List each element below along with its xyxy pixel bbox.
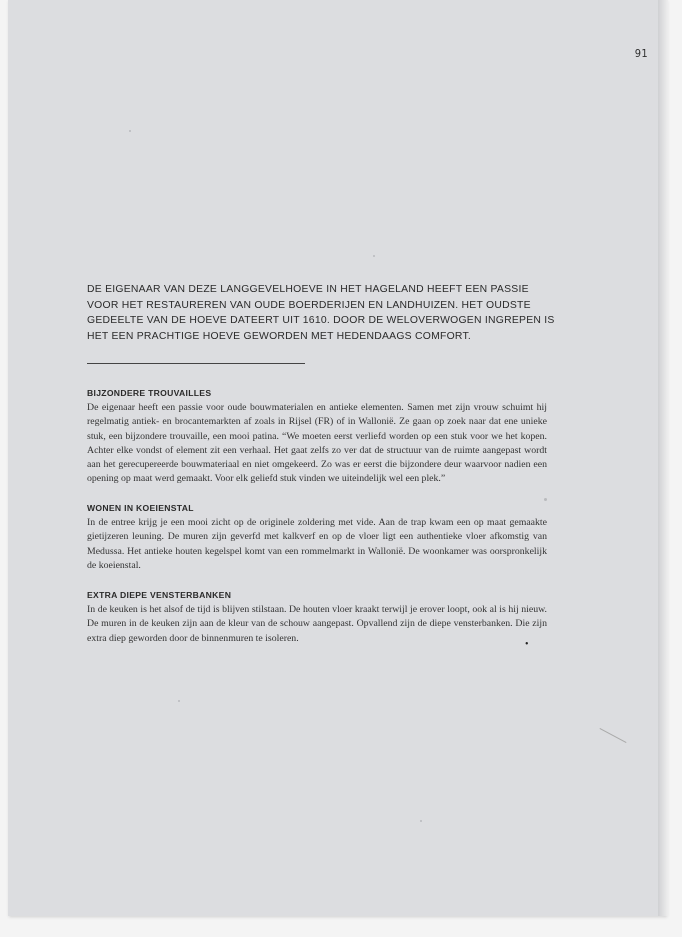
paper-speck [544, 498, 547, 501]
section-body: De eigenaar heeft een passie voor oude bouwmaterialen en antieke elementen. Samen met zijn vrouw schuimt hij regelmatig antiek- en brocantemarkten af zoals in Rijsel (FR) of in Wallonië. Ze gaan op zoek naar dat ene unieke stuk, een bijzondere trouvaille, een mooi patina. “We moeten eerst verliefd worden op een stuk voor we het kopen. Achter elke vondst of element zit een verhaal. Het gaat zelfs zo ver dat de structuur van de ruimte aangepast wordt aan het gerecupereerde bouwmateriaal en niet omgekeerd. Zo was er eerst die bijzondere deur waarvoor nadien een opening op maat werd gemaakt. Voor elk geliefd stuk vinden we uiteindelijk wel een plek.” [87, 402, 547, 485]
page-edge [658, 0, 668, 916]
paper-speck [178, 700, 180, 702]
paper-speck [373, 255, 375, 257]
section-wonen-in-koeienstal [87, 503, 547, 573]
magazine-page [8, 0, 666, 916]
section-heading: BIJZONDERE TROUVAILLES [87, 388, 212, 398]
paper-speck [129, 130, 131, 132]
paper-speck [420, 820, 422, 822]
page-number: 91 [634, 47, 648, 60]
intro-paragraph: DE EIGENAAR VAN DEZE LANGGEVELHOEVE IN HET HAGELAND HEEFT EEN PASSIE VOOR HET RESTAUREREN VAN OUDE BOERDERIJEN EN LANDHUIZEN. HET OUDSTE GEDEELTE VAN DE HOEVE DATEERT UIT 1610. DOOR DE WELOVERWOGEN INGREPEN IS HET EEN PRACHTIGE HOEVE GEWORDEN MET HEDENDAAGS COMFORT. [87, 284, 555, 342]
section-heading: WONEN IN KOEIENSTAL [87, 503, 194, 513]
section-bijzondere-trouvailles [87, 388, 547, 487]
section-extra-diepe-vensterbanken [87, 590, 547, 646]
section-divider [87, 363, 305, 364]
section-heading: EXTRA DIEPE VENSTERBANKEN [87, 590, 232, 600]
section-body: In de entree krijg je een mooi zicht op de originele zoldering met vide. Aan de trap kwam een op maat gemaakte gietijzeren leuning. De muren zijn geverfd met kalkverf en op de vloer ligt een authentieke vloer afkomstig van Medussa. Het antieke houten kegelspel komt van een rommelmarkt in Wallonië. De woonkamer was oorspronkelijk de koeienstal. [87, 517, 547, 571]
paper-scratch [600, 728, 627, 743]
section-body: In de keuken is het alsof de tijd is blijven stilstaan. De houten vloer kraakt terwijl je erover loopt, ook al is hij nieuw. De muren in de keuken zijn aan de kleur van de schouw aangepast. Opvallend zijn de diepe vensterbanken. Die zijn extra diep geworden door de binnenmuren te isoleren. [87, 604, 547, 644]
end-of-article-mark: • [525, 639, 529, 650]
